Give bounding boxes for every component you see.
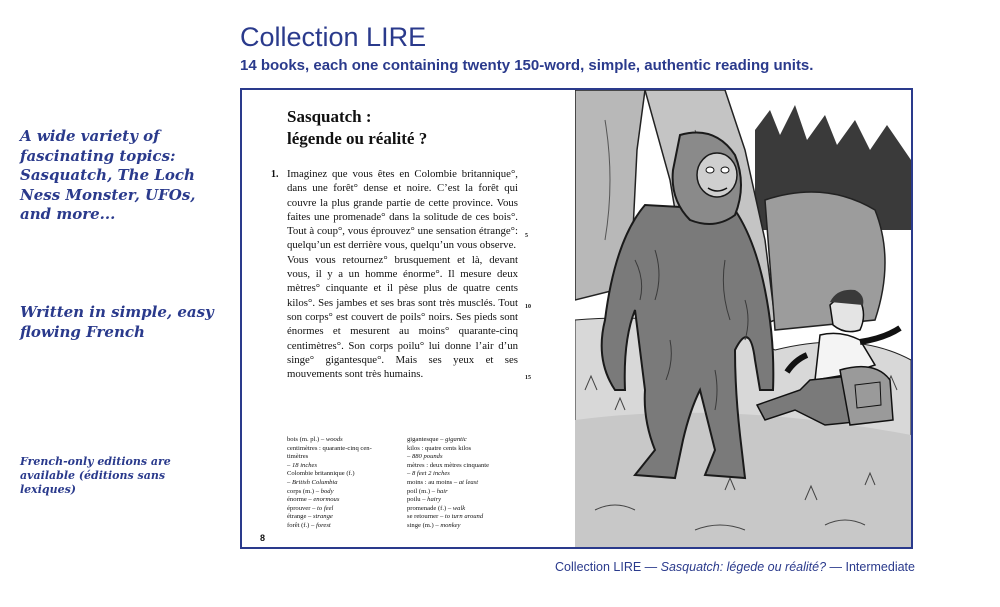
page-title: Collection LIRE bbox=[240, 22, 427, 52]
glossary-translation: strange bbox=[313, 513, 333, 521]
glossary-entry bbox=[287, 470, 407, 479]
reading-paragraph-2: Vous vous retournez° brusquement et là, devant vous, il y a un homme énorme°. Il mesure deux mètres° cinquante et il pèse plus de quatre cents kilos°. Ses jambes et ses bras sont très musclés. Tout son corps° est couvert de poils° noirs. Ses pieds sont énormes et mesurent au moins° quarante-cinq centimètres°. Son corps poilu° lui donne l’air d’un singe° gigantesque°. Mais ses yeux et ses mouvements sont très humains. bbox=[287, 253, 518, 381]
page-subtitle: 14 books, each one containing twenty 150-word, simple, authentic reading units. bbox=[240, 57, 814, 74]
glossary-entry bbox=[287, 445, 407, 454]
glossary-entry bbox=[407, 436, 527, 445]
glossary-translation: 8 feet 2 inches bbox=[411, 470, 450, 478]
glossary-translation: monkey bbox=[440, 521, 461, 529]
glossary-term: gigantesque – bbox=[407, 436, 444, 443]
glossary-entry bbox=[287, 513, 407, 522]
glossary-entry bbox=[407, 453, 527, 462]
glossary-translation: at least bbox=[458, 478, 479, 486]
sasquatch-illustration bbox=[575, 90, 911, 547]
glossary-term: poil (m.) – bbox=[407, 487, 436, 495]
line-number-10: 10 bbox=[525, 304, 531, 310]
chapter-title-line2: légende ou réalité ? bbox=[287, 129, 428, 148]
glossary-translation: walk bbox=[452, 504, 466, 512]
chapter-title bbox=[287, 106, 427, 150]
glossary-entry bbox=[287, 462, 407, 471]
glossary-translation: British Columbia bbox=[291, 478, 338, 486]
text-page bbox=[242, 90, 575, 547]
glossary-term: singe (m.) – bbox=[407, 521, 439, 529]
glossary-entry bbox=[287, 496, 407, 505]
glossary-term: – bbox=[407, 453, 411, 461]
side-note-language: Written in simple, easy flowing French bbox=[20, 303, 214, 341]
glossary-translation: hairy bbox=[427, 496, 442, 504]
footer-series: Collection LIRE — bbox=[555, 560, 658, 574]
glossary-term: énorme – bbox=[287, 496, 312, 504]
glossary-term: forêt (f.) – bbox=[287, 521, 315, 529]
glossary-translation: gigantic bbox=[445, 436, 467, 443]
glossary-entry bbox=[407, 522, 527, 531]
glossary-term: centimètres : quarante-cinq cen- bbox=[287, 444, 372, 452]
glossary-term: éprouver – bbox=[287, 504, 316, 512]
glossary-term: Colombie britannique (f.) bbox=[287, 470, 355, 478]
glossary-column-1 bbox=[287, 436, 407, 531]
glossary-entry bbox=[407, 513, 527, 522]
glossary-term: se retourner – bbox=[407, 513, 444, 521]
glossary-term: mètres : deux mètres cinquante bbox=[407, 461, 490, 469]
glossary-term: corps (m.) – bbox=[287, 487, 320, 495]
line-number-5: 5 bbox=[525, 233, 528, 239]
glossary-entry bbox=[407, 462, 527, 471]
glossary-entry bbox=[287, 488, 407, 497]
footer-book-title: Sasquatch: légede ou réalité? bbox=[660, 560, 827, 574]
glossary-translation: enormous bbox=[313, 496, 340, 504]
glossary-entry bbox=[407, 488, 527, 497]
glossary-entry bbox=[287, 522, 407, 531]
glossary-translation: hair bbox=[436, 487, 448, 495]
glossary-entry bbox=[407, 496, 527, 505]
glossary-translation: body bbox=[320, 487, 334, 495]
chapter-title-line1: Sasquatch : bbox=[287, 107, 372, 126]
glossary-entry bbox=[407, 505, 527, 514]
glossary-translation: forest bbox=[315, 521, 331, 529]
glossary-translation: to turn around bbox=[444, 513, 484, 521]
glossary-entry bbox=[287, 453, 407, 462]
glossary-column-2 bbox=[407, 436, 527, 531]
glossary-entry bbox=[407, 470, 527, 479]
glossary-entry bbox=[407, 479, 527, 488]
glossary-term: promenade (f.) – bbox=[407, 504, 452, 512]
glossary-translation: 18 inches bbox=[291, 461, 318, 469]
glossary-term: bois (m. pl.) – bbox=[287, 436, 325, 443]
glossary-entry bbox=[287, 505, 407, 514]
glossary-entry bbox=[407, 445, 527, 454]
glossary-translation: 880 pounds bbox=[411, 453, 443, 461]
glossary-term: moins : au moins – bbox=[407, 478, 458, 486]
reading-text bbox=[287, 167, 518, 381]
line-number-15: 15 bbox=[525, 375, 531, 381]
glossary-term: kilos : quatre cents kilos bbox=[407, 444, 472, 452]
glossary-entry bbox=[287, 479, 407, 488]
footer bbox=[555, 560, 915, 574]
glossary-entry bbox=[287, 436, 407, 445]
side-note-topics: A wide variety of fascinating topics: Sasquatch, The Loch Ness Monster, UFOs, and more... bbox=[20, 127, 196, 223]
glossary-translation: to feel bbox=[317, 504, 334, 512]
glossary-term: étrange – bbox=[287, 513, 312, 521]
glossary-term: timètres bbox=[287, 453, 309, 461]
footer-level: — Intermediate bbox=[829, 560, 915, 574]
unit-number: 1. bbox=[271, 169, 279, 180]
page-number: 8 bbox=[260, 533, 266, 543]
glossary-translation: woods bbox=[325, 436, 343, 443]
glossary-term: – bbox=[287, 461, 291, 469]
reading-paragraph-1: Imaginez que vous êtes en Colombie britannique°, dans une forêt° dense et noire. C’est la forêt qui couvre la plus grande partie de cette province. Vous faites une promenade° dans la solitude de ces bois°. Tout à coup°, vous éprouvez° une sensation étrange°: quelqu’un est derrière vous, quelqu’un vous observe. bbox=[287, 168, 518, 252]
glossary-term: – bbox=[407, 470, 411, 478]
glossary-term: poilu – bbox=[407, 496, 426, 504]
side-note-editions: French-only editions are available (éditions sans lexiques) bbox=[20, 455, 171, 496]
book-spread bbox=[240, 88, 913, 549]
glossary-term: – bbox=[287, 478, 291, 486]
